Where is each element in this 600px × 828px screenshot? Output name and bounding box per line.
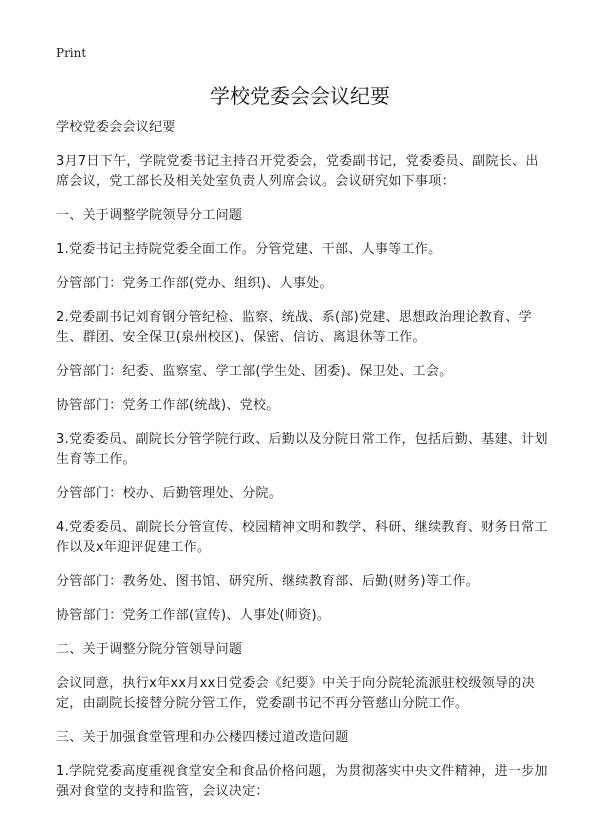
section-heading-1: 一、关于调整学院领导分工问题 xyxy=(56,208,243,223)
paragraph-section-2: 会议同意，执行x年xx月xx日党委会《纪要》中关于向分院轮流派驻校级领导的决定，由副院长接替分院分管工作，党委副书记不再分管慈山分院工作。 xyxy=(56,676,535,711)
paragraph-dept-4: 分管部门：教务处、图书馆、研究所、继续教育部、后勤(财务)等工作。 xyxy=(56,574,480,589)
print-label: Print xyxy=(56,46,87,60)
paragraph-item-2: 2.党委副书记刘育钢分管纪检、监察、统战、系(部)党建、思想政治理论教育、学生、群团、安全保卫(泉州校区)、保密、信访、离退休等工作。 xyxy=(56,310,532,345)
section-heading-2: 二、关于调整分院分管领导问题 xyxy=(56,642,243,657)
paragraph-assist-2: 协管部门：党务工作部(统战)、党校。 xyxy=(56,398,280,413)
section-heading-3: 三、关于加强食堂管理和办公楼四楼过道改造问题 xyxy=(56,730,349,745)
paragraph-section-3-item-1: 1.学院党委高度重视食堂安全和食品价格问题，为贯彻落实中央文件精神，进一步加强对食堂的支持和监管，会议决定： xyxy=(56,764,548,799)
paragraph-assist-4: 协管部门：党务工作部(宣传)、人事处(师资)。 xyxy=(56,608,331,623)
paragraph-intro: 3月7日下午，学院党委书记主持召开党委会，党委副书记，党委委员、副院长、出席会议，党工部长及相关处室负责人列席会议。会议研究如下事项： xyxy=(56,154,539,189)
document-title: 学校党委会会议纪要 xyxy=(210,84,390,108)
paragraph-subtitle: 学校党委会会议纪要 xyxy=(56,120,176,135)
paragraph-item-3: 3.党委委员、副院长分管学院行政、后勤以及分院日常工作，包括后勤、基建、计划生育等工作。 xyxy=(56,432,548,467)
paragraph-dept-2: 分管部门：纪委、监察室、学工部(学生处、团委)、保卫处、工会。 xyxy=(56,364,453,379)
paragraph-dept-3: 分管部门：校办、后勤管理处、分院。 xyxy=(56,486,283,501)
paragraph-item-4: 4.党委委员、副院长分管宣传、校园精神文明和教学、科研、继续教育、财务日常工作以及x年迎评促建工作。 xyxy=(56,520,548,555)
document-body xyxy=(56,118,550,816)
paragraph-dept-1: 分管部门：党务工作部(党办、组织)、人事处。 xyxy=(56,276,333,291)
paragraph-item-1: 1.党委书记主持院党委全面工作。分管党建、干部、人事等工作。 xyxy=(56,242,442,257)
